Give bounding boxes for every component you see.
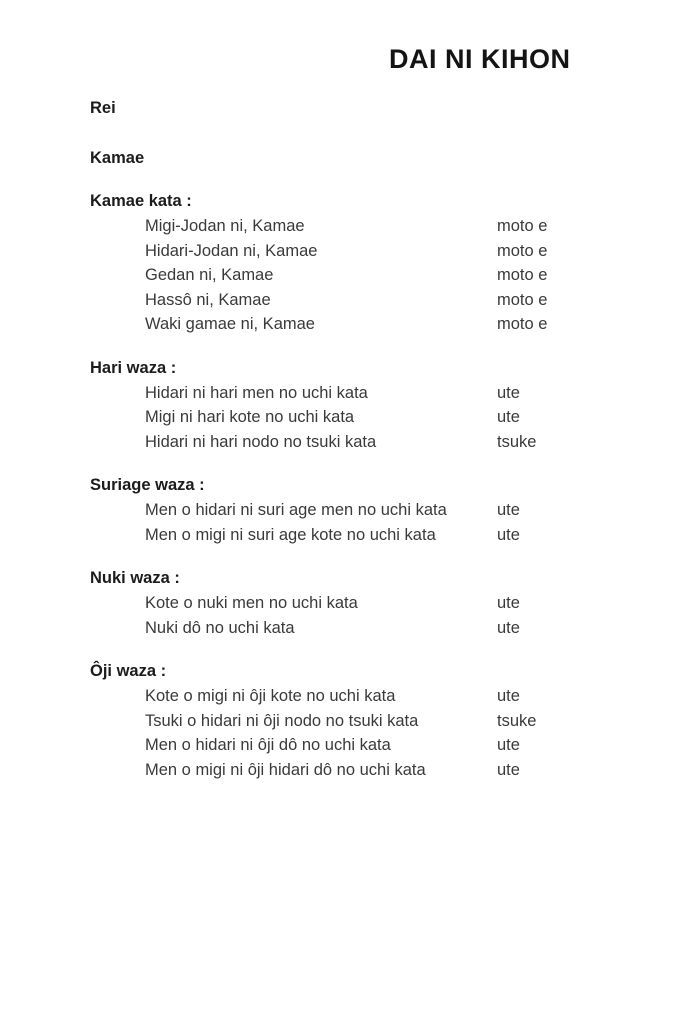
technique-name: Men o hidari ni ôji dô no uchi kata [145, 736, 391, 754]
waza-section [90, 189, 661, 337]
technique-row [90, 758, 661, 783]
technique-name: Kote o nuki men no uchi kata [145, 594, 358, 612]
technique-row [90, 312, 661, 337]
technique-name: Men o migi ni suri age kote no uchi kata [145, 525, 436, 544]
technique-call: moto e [497, 241, 548, 260]
page-title: DAI NI KIHON [389, 44, 571, 74]
section-heading: Ôji waza : [90, 662, 167, 680]
technique-row [90, 733, 661, 758]
technique-row [90, 523, 661, 548]
technique-name: Tsuki o hidari ni ôji nodo no tsuki kata [145, 711, 419, 730]
technique-call: tsuke [497, 432, 537, 451]
heading-kamae: Kamae [90, 149, 145, 167]
technique-call: moto e [497, 266, 548, 284]
technique-call: ute [497, 687, 520, 705]
technique-row [90, 405, 661, 430]
section-heading: Suriage waza : [90, 476, 205, 494]
technique-name: Gedan ni, Kamae [145, 266, 274, 284]
technique-row [90, 498, 661, 523]
technique-name: Hassô ni, Kamae [145, 290, 271, 309]
technique-row [90, 214, 661, 239]
technique-call: moto e [497, 290, 548, 309]
technique-call: ute [497, 525, 520, 544]
technique-call: ute [497, 760, 520, 779]
technique-row [90, 263, 661, 288]
waza-section [90, 356, 661, 455]
section-heading: Kamae kata : [90, 192, 192, 210]
technique-name: Men o hidari ni suri age men no uchi kata [145, 501, 447, 519]
technique-name: Men o migi ni ôji hidari dô no uchi kata [145, 760, 426, 779]
technique-name: Hidari ni hari nodo no tsuki kata [145, 432, 377, 451]
technique-name: Hidari ni hari men no uchi kata [145, 383, 368, 402]
section-heading: Hari waza : [90, 358, 177, 377]
technique-call: ute [497, 736, 520, 754]
technique-name: Migi-Jodan ni, Kamae [145, 217, 305, 235]
section-heading: Nuki waza : [90, 569, 180, 587]
technique-row [90, 709, 661, 734]
technique-name: Waki gamae ni, Kamae [145, 315, 315, 333]
technique-row [90, 430, 661, 455]
technique-call: ute [497, 408, 520, 426]
heading-rei: Rei [90, 99, 116, 117]
technique-call: ute [497, 501, 520, 519]
technique-name: Kote o migi ni ôji kote no uchi kata [145, 687, 396, 705]
waza-section [90, 659, 661, 782]
technique-row [90, 239, 661, 264]
technique-row [90, 591, 661, 616]
technique-row [90, 381, 661, 406]
technique-row [90, 616, 661, 641]
sections-container [90, 189, 661, 782]
technique-name: Nuki dô no uchi kata [145, 618, 295, 637]
technique-call: ute [497, 618, 520, 637]
waza-section [90, 566, 661, 640]
technique-name: Migi ni hari kote no uchi kata [145, 408, 355, 426]
technique-call: ute [497, 594, 520, 612]
waza-section [90, 473, 661, 547]
technique-row [90, 684, 661, 709]
technique-call: moto e [497, 315, 548, 333]
technique-row [90, 288, 661, 313]
technique-name: Hidari-Jodan ni, Kamae [145, 241, 318, 260]
technique-call: ute [497, 383, 520, 402]
technique-call: tsuke [497, 711, 537, 730]
technique-call: moto e [497, 217, 548, 235]
